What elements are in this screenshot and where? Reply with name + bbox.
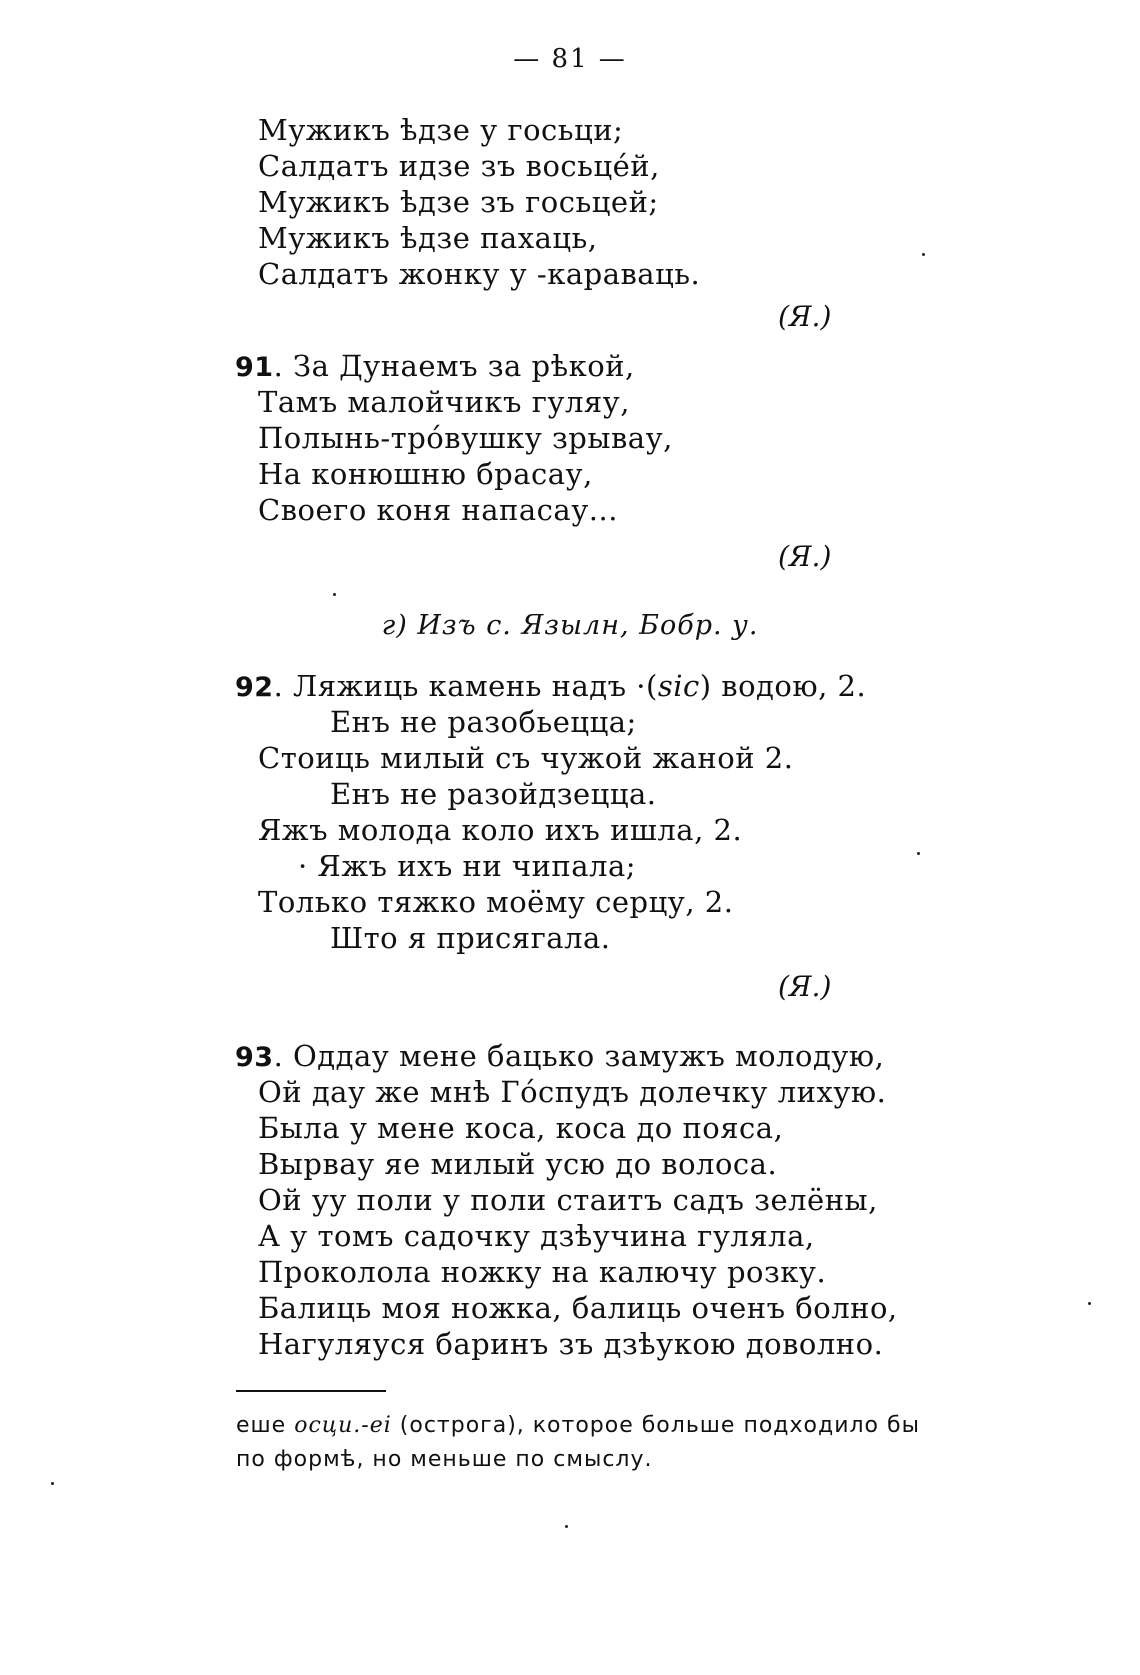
sic-note: sic [657, 669, 700, 703]
song-first-line [235, 1038, 884, 1076]
footnote-text: (острога), которое больше подходило бы [391, 1413, 920, 1438]
verse-line: Нагуляуся баринъ зъ дзѣукою доволно. [258, 1327, 884, 1361]
footnote-italic-word: осци.-ei [294, 1413, 392, 1438]
verse-line: Мужикъ ѣдзе у госьци; [258, 113, 624, 147]
verse-line: · Яжъ ихъ ни чипала; [298, 849, 637, 883]
scan-speck [922, 253, 925, 256]
footnote-text: еше [236, 1413, 295, 1438]
footnote-rule [236, 1390, 386, 1392]
verse-line: Была у мене коса, коса до пояса, [258, 1111, 784, 1145]
scan-speck [333, 593, 336, 596]
song-number: 92 [235, 672, 274, 703]
verse-line: Ой уу поли у поли стаитъ садъ зелёны, [258, 1183, 878, 1217]
verse-line: А у томъ садочку дзѣучина гуляла, [258, 1219, 815, 1253]
song-first-line [235, 668, 866, 706]
song-number: 93 [235, 1042, 274, 1073]
verse-line: Полынь-трóвушку зрывау, [258, 421, 673, 455]
verse-text: . Оддау мене бацько замужъ молодую, [273, 1039, 885, 1073]
scan-speck [565, 1525, 568, 1528]
verse-line: Што я присягала. [330, 921, 611, 955]
verse-line: Яжъ молода коло ихъ ишла, 2. [258, 813, 743, 847]
song-first-line [235, 348, 635, 386]
verse-text: ) водою, 2. [699, 669, 867, 703]
section-subheading: г) Изъ с. Язылн, Бобр. у. [381, 610, 759, 641]
source-attribution: (Я.) [778, 540, 832, 573]
verse-line: Мужикъ ѣдзе зъ госьцей; [258, 185, 659, 219]
scan-speck [51, 1482, 54, 1485]
verse-text: . Ляжиць камень надъ ·( [273, 669, 658, 703]
verse-line: Тамъ малойчикъ гуляу, [258, 385, 630, 419]
verse-line: Вырвау яе милый усю до волоса. [258, 1147, 778, 1181]
verse-line: Ой дау же мнѣ Гóспудъ долечку лихую. [258, 1075, 887, 1109]
verse-line: Стоиць милый съ чужой жаной 2. [258, 741, 794, 775]
verse-line: Своего коня напасау... [258, 493, 618, 527]
source-attribution: (Я.) [778, 970, 832, 1003]
verse-line: Мужикъ ѣдзе пахаць, [258, 221, 598, 255]
verse-line: Енъ не разойдзецца. [330, 777, 657, 811]
verse-line: Салдатъ жонку у -караваць. [258, 257, 701, 291]
scan-speck [1088, 1302, 1091, 1305]
song-number: 91 [235, 352, 274, 383]
verse-line: Салдатъ идзе зъ восьцéй, [258, 149, 660, 183]
verse-line: Проколола ножку на калючу розку. [258, 1255, 827, 1289]
source-attribution: (Я.) [778, 300, 832, 333]
scan-speck [917, 852, 920, 855]
footnote-line: по формѣ, но меньше по смыслу. [236, 1447, 653, 1472]
page-number: — 81 — [513, 44, 627, 74]
verse-text: . За Дунаемъ за рѣкой, [273, 349, 635, 383]
verse-line: На конюшню брасау, [258, 457, 593, 491]
footnote-line [236, 1410, 920, 1442]
verse-line: Только тяжко моёму серцу, 2. [258, 885, 734, 919]
verse-line: Енъ не разобьецца; [330, 705, 637, 739]
verse-line: Балиць моя ножка, балиць оченъ болно, [258, 1291, 898, 1325]
